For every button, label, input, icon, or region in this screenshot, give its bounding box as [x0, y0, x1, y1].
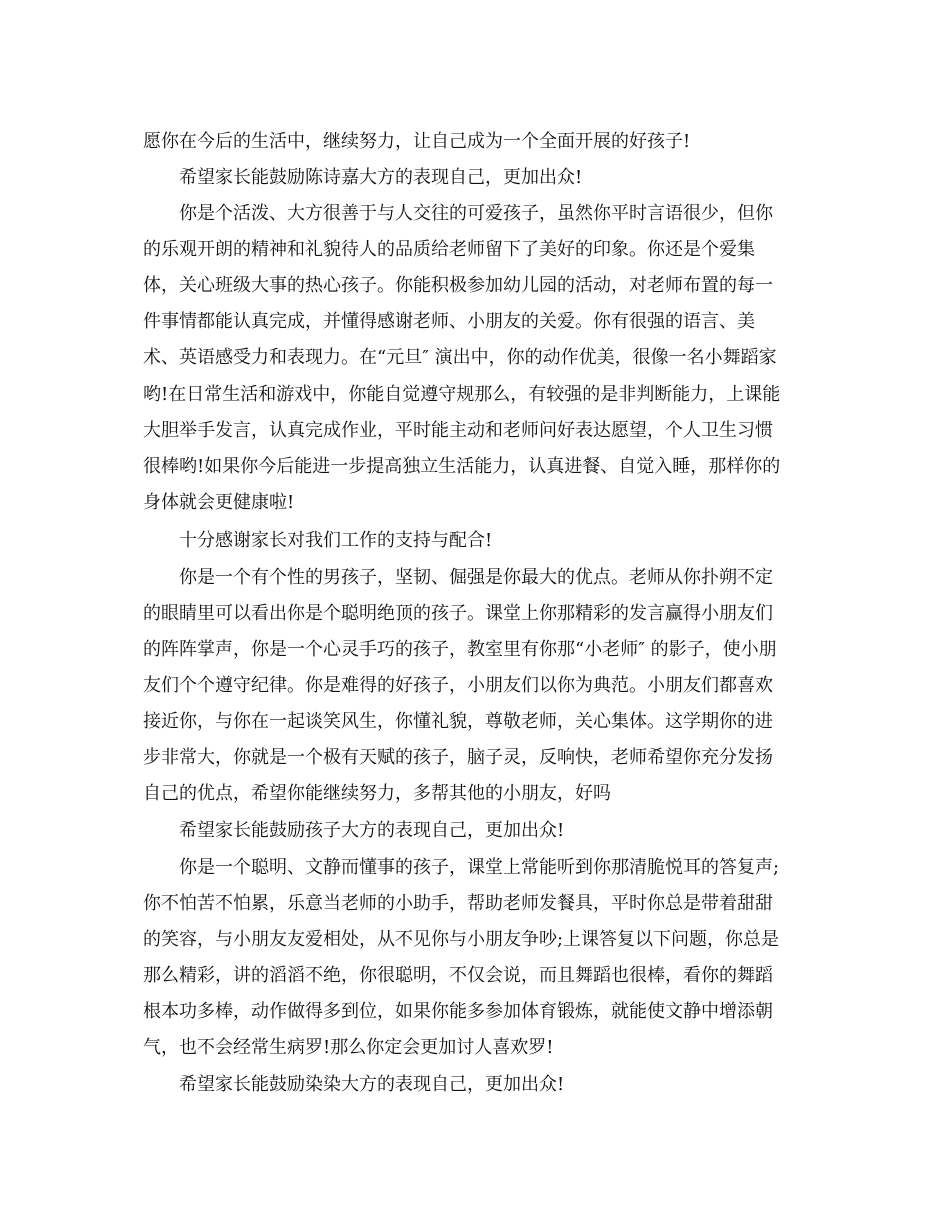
text-line: 的阵阵掌声，你是一个心灵手巧的孩子，教室里有你那“小老师″ 的影子，使小朋 [143, 639, 777, 660]
text-line: 步非常大，你就是一个极有天赋的孩子，脑子灵，反响快，老师希望你充分发扬 [143, 747, 773, 768]
text-line: 体，关心班级大事的热心孩子。你能积极参加幼儿园的活动，对老师布置的每一 [143, 275, 773, 296]
text-line: 自己的优点，希望你能继续努力，多帮其他的小朋友，好吗 [143, 783, 611, 804]
text-line: 十分感谢家长对我们工作的支持与配合! [179, 530, 493, 551]
text-line: 件事情都能认真完成，并懂得感谢老师、小朋友的关爱。你有很强的语言、美 [143, 311, 755, 332]
text-line: 愿你在今后的生活中，继续努力，让自己成为一个全面开展的好孩子! [143, 131, 691, 152]
text-line: 接近你，与你在一起谈笑风生，你懂礼貌，尊敬老师，关心集体。这学期你的进 [143, 711, 773, 732]
text-line: 希望家长能鼓励染染大方的表现自己，更加出众! [179, 1074, 565, 1095]
text-line: 希望家长能鼓励陈诗嘉大方的表现自己，更加出众! [179, 167, 583, 188]
text-line: 的笑容，与小朋友友爱相处，从不见你与小朋友争吵;上课答复以下问题，你总是 [143, 929, 780, 950]
text-line: 身体就会更健康啦! [143, 492, 295, 513]
text-line: 友们个个遵守纪律。你是难得的好孩子，小朋友们以你为典范。小朋友们都喜欢 [143, 675, 773, 696]
text-line: 你是一个有个性的男孩子，坚韧、倔强是你最大的优点。老师从你扑朔不定 [179, 567, 773, 588]
text-line: 那么精彩，讲的滔滔不绝，你很聪明，不仅会说，而且舞蹈也很棒，看你的舞蹈 [143, 965, 773, 986]
text-line: 大胆举手发言，认真完成作业，平时能主动和老师问好表达愿望，个人卫生习惯 [143, 420, 773, 441]
text-line: 的眼睛里可以看出你是个聪明绝顶的孩子。课堂上你那精彩的发言赢得小朋友们 [143, 603, 773, 624]
text-line: 根本功多棒，动作做得多到位，如果你能多参加体育锻炼，就能使文静中增添朝 [143, 1001, 773, 1022]
text-line: 你是一个聪明、文静而懂事的孩子，课堂上常能听到你那清脆悦耳的答复声; [179, 857, 780, 878]
text-line: 哟!在日常生活和游戏中，你能自觉遵守规那么，有较强的是非判断能力，上课能 [143, 384, 781, 405]
text-line: 你不怕苦不怕累，乐意当老师的小助手，帮助老师发餐具，平时你总是带着甜甜 [143, 893, 773, 914]
text-line: 术、英语感受力和表现力。在“元旦″ 演出中，你的动作优美，很像一名小舞蹈家 [143, 347, 777, 368]
text-line: 气，也不会经常生病罗!那么你定会更加讨人喜欢罗! [143, 1037, 554, 1058]
text-line: 很棒哟!如果你今后能进一步提高独立生活能力，认真进餐、自觉入睡，那样你的 [143, 456, 781, 477]
text-line: 希望家长能鼓励孩子大方的表现自己，更加出众! [179, 820, 565, 841]
text-line: 你是个活泼、大方很善于与人交往的可爱孩子，虽然你平时言语很少，但你 [179, 203, 773, 224]
text-line: 的乐观开朗的精神和礼貌待人的品质给老师留下了美好的印象。你还是个爱集 [143, 239, 755, 260]
